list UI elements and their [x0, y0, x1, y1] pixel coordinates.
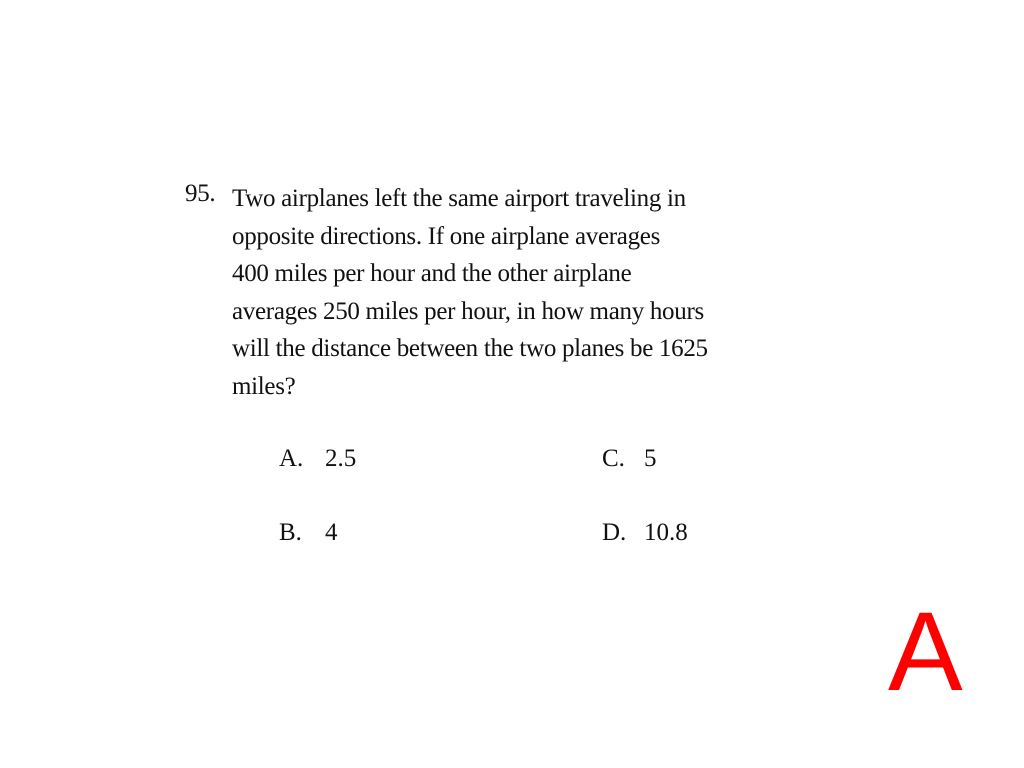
question-line: 400 miles per hour and the other airplane — [232, 260, 632, 287]
choice-d-value: 10.8 — [644, 519, 688, 546]
question-line: averages 250 miles per hour, in how many hours — [232, 297, 704, 325]
question-line: will the distance between the two planes be 1625 — [232, 335, 708, 362]
question-text — [232, 180, 708, 405]
choice-b — [279, 518, 338, 548]
question-number: 95. — [185, 180, 216, 207]
question-line: Two airplanes left the same airport traveling in — [232, 185, 686, 212]
choice-b-value: 4 — [325, 519, 338, 546]
choice-b-letter: B. — [279, 519, 302, 546]
choice-c — [602, 444, 657, 474]
answer-mark: A — [888, 589, 963, 714]
question-line: opposite directions. If one airplane averages — [232, 222, 660, 250]
choice-a-value: 2.5 — [325, 445, 357, 472]
choice-c-value: 5 — [644, 445, 657, 472]
choice-c-letter: C. — [602, 445, 625, 472]
choice-a — [279, 444, 356, 474]
choice-d-letter: D. — [602, 519, 627, 546]
choice-d — [602, 518, 688, 548]
choice-a-letter: A. — [279, 445, 304, 472]
question-line: miles? — [232, 372, 296, 400]
